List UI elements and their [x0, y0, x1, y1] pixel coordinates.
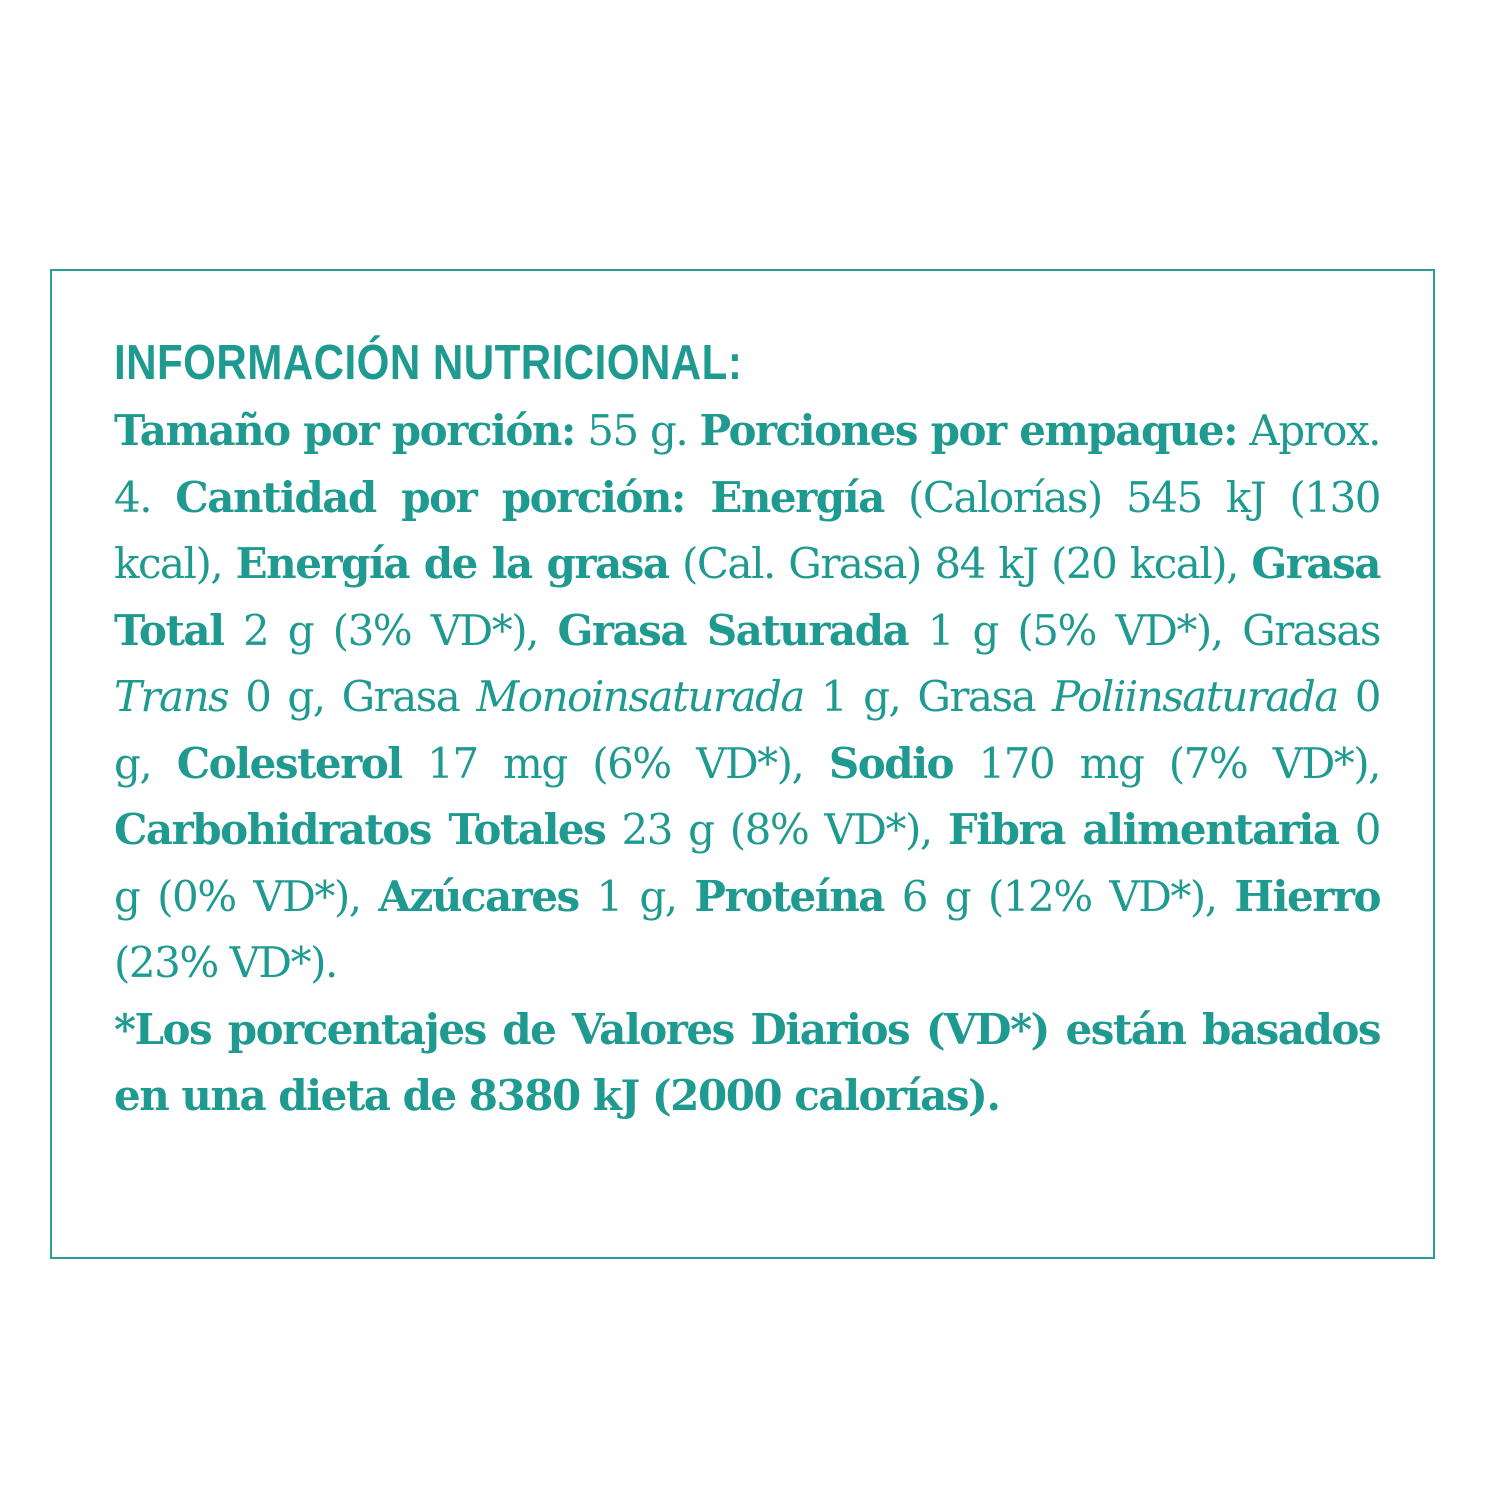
iron-label: Hierro [1234, 871, 1380, 921]
sugars-value: 1 g, [578, 871, 695, 921]
serving-size-label: Tamaño por porción: [114, 406, 575, 455]
monounsaturated-fat-label: Monoinsaturada [476, 672, 804, 721]
energy-label: Cantidad por porción: Energía [175, 472, 884, 522]
saturated-fat-value: 1 g (5% VD*), Grasas [908, 605, 1380, 655]
polyunsaturated-fat-label: Poliinsaturada [1052, 672, 1338, 721]
fat-energy-value: (Cal. Grasa) 84 kJ (20 kcal), [668, 539, 1252, 588]
saturated-fat-label: Grasa Saturada [557, 605, 909, 655]
fat-energy-label: Energía de la grasa [235, 539, 669, 588]
protein-label: Proteína [694, 871, 884, 921]
nutrition-title: INFORMACIÓN NUTRICIONAL: [114, 336, 743, 390]
sugars-label: Azúcares [378, 871, 579, 921]
cholesterol-label: Colesterol [176, 738, 402, 788]
serving-size-value: 55 g. [574, 406, 700, 455]
total-carbs-label: Carbohidratos Totales [114, 805, 606, 854]
daily-values-footnote: *Los porcentajes de Valores Diarios (VD*) están basados en una dieta de 8380 kJ (2000 calorías). [114, 1004, 1380, 1120]
total-carbs-value: 23 g (8% VD*), [605, 805, 948, 854]
trans-fat-value: 0 g, Grasa [228, 672, 477, 721]
cholesterol-value: 17 mg (6% VD*), [401, 738, 829, 788]
servings-per-package-label: Porciones por empaque: [699, 406, 1238, 455]
sodium-label: Sodio [828, 738, 954, 788]
polyunsaturated-fat-value: 0 g, [114, 672, 1380, 788]
trans-fat-label: Trans [114, 672, 229, 721]
total-fat-label: Grasa Total [114, 539, 1380, 655]
energy-value: (Calorías) 545 kJ (130 kcal), [114, 472, 1380, 588]
nutrition-facts-paragraph [114, 398, 1380, 1130]
sodium-value: 170 mg (7% VD*), [953, 738, 1381, 788]
servings-per-package-value: Aprox. 4. [114, 406, 1380, 522]
dietary-fiber-value: 0 g (0% VD*), [114, 805, 1381, 921]
protein-value: 6 g (12% VD*), [883, 871, 1235, 921]
dietary-fiber-label: Fibra alimentaria [947, 805, 1339, 854]
total-fat-value: 2 g (3% VD*), [223, 605, 558, 655]
iron-value: (23% VD*). [114, 938, 337, 987]
monounsaturated-fat-value: 1 g, Grasa [803, 672, 1053, 721]
